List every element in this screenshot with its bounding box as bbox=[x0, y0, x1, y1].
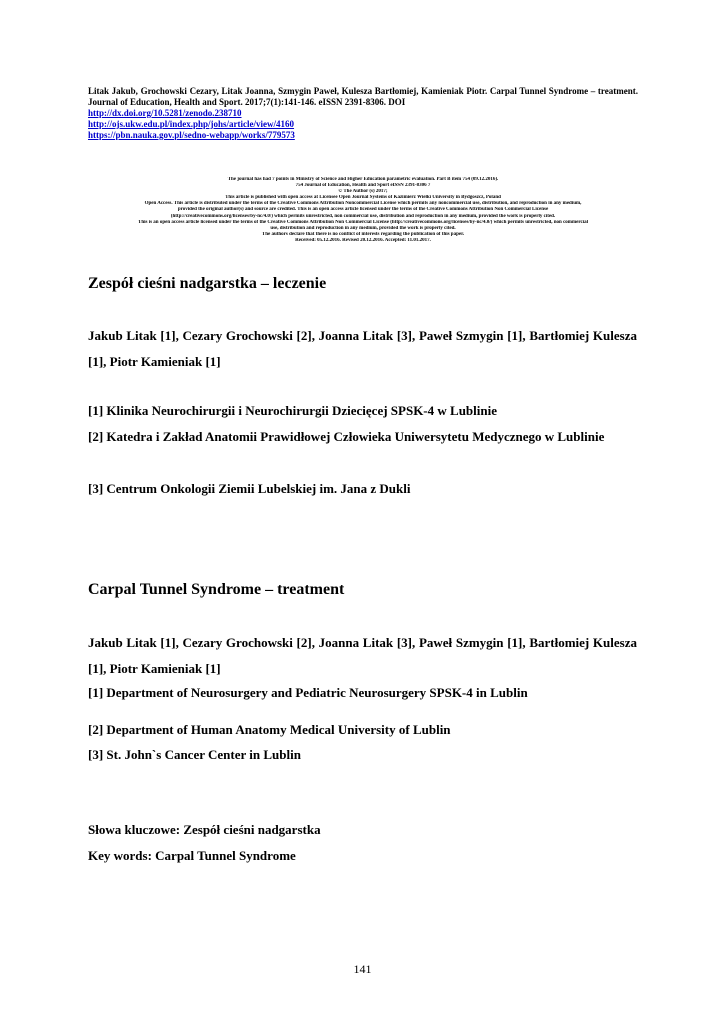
english-keywords: Key words: Carpal Tunnel Syndrome bbox=[88, 848, 296, 863]
notice-line: The journal has had 7 points in Ministry of Science and Higher Education parametric evaluation. Part B item 754 (09.12.2016). bbox=[227, 177, 499, 182]
citation-text: Litak Jakub, Grochowski Cezary, Litak Joanna, Szmygin Paweł, Kulesza Bartłomiej, Kamieniak Piotr. Carpal Tunnel Syndrome – treatment. Journal of Education, Health and Sport. 2017;7(1):141-146. eISSN 2391-8306. DOI bbox=[88, 86, 638, 107]
notice-line: use, distribution and reproduction in any medium, provided the work is properly cited. bbox=[270, 225, 456, 231]
notice-line: Open Access. This article is distributed under the terms of the Creative Commons Attribution Noncommercial License which permits any noncommercial use, distribution, and reproduction in any medium, bbox=[144, 201, 582, 207]
notice-line: Received: 05.12.2016. Revised 20.12.2016. Accepted: 11.01.2017. bbox=[295, 237, 431, 243]
english-title: Carpal Tunnel Syndrome – treatment bbox=[88, 581, 345, 598]
polish-affiliation-3: [3] Centrum Onkologii Ziemii Lubelskiej im. Jana z Dukli bbox=[88, 481, 411, 496]
english-affiliation-1: [1] Department of Neurosurgery and Pediatric Neurosurgery SPSK-4 in Lublin bbox=[88, 685, 528, 700]
notice-line: 754 Journal of Education, Health and Sport eISSN 2391-8306 7 bbox=[295, 183, 431, 189]
page-number: 141 bbox=[353, 962, 372, 976]
pbn-works-link[interactable]: https://pbn.nauka.gov.pl/sedno-webapp/works/779573 bbox=[88, 130, 295, 140]
notice-line: provided the original author(s) and source are credited. This is an open access article licensed under the terms of the Creative Commons Attribution Non Commercial License bbox=[177, 207, 549, 213]
journal-notice bbox=[90, 177, 636, 244]
polish-title: Zespół cieśni nadgarstka – leczenie bbox=[88, 275, 327, 292]
english-affiliation-2: [2] Department of Human Anatomy Medical University of Lublin bbox=[88, 722, 451, 737]
polish-affiliation-2: [2] Katedra i Zakład Anatomii Prawidłowej Człowieka Uniwersytetu Medycznego w Lublinie bbox=[88, 429, 605, 444]
english-authors: Jakub Litak [1], Cezary Grochowski [2], Joanna Litak [3], Paweł Szmygin [1], Bartłomiej Kulesza [1], Piotr Kamieniak [1] bbox=[88, 635, 637, 676]
citation-links bbox=[88, 108, 638, 141]
citation-block bbox=[88, 86, 638, 141]
polish-authors: Jakub Litak [1], Cezary Grochowski [2], Joanna Litak [3], Paweł Szmygin [1], Bartłomiej Kulesza [1], Piotr Kamieniak [1] bbox=[88, 328, 637, 369]
notice-line: This article is published with open access at Licensee Open Journal Systems of Kazimierz Wielki University in Bydgoszcz, Poland bbox=[225, 195, 501, 201]
doi-link[interactable]: http://dx.doi.org/10.5281/zenodo.238710 bbox=[88, 108, 242, 118]
notice-line: © The Author (s) 2017; bbox=[338, 189, 388, 195]
notice-line: This is an open access article licensed under the terms of the Creative Commons Attribution Non Commercial License (http://creativecommons.org/licenses/by-nc/4.0/) which permits unrestricted, non commercial bbox=[138, 219, 588, 225]
polish-keywords: Słowa kluczowe: Zespół cieśni nadgarstka bbox=[88, 822, 321, 837]
notice-line: The authors declare that there is no conflict of interests regarding the publication of this paper. bbox=[261, 231, 465, 237]
ojs-article-link[interactable]: http://ojs.ukw.edu.pl/index.php/johs/article/view/4160 bbox=[88, 119, 295, 129]
english-affiliation-3: [3] St. John`s Cancer Center in Lublin bbox=[88, 747, 301, 762]
notice-line: (http://creativecommons.org/licenses/by-nc/4.0/) which permits unrestricted, non commercial use, distribution and reproduction in any medium, provided the work is properly cited. bbox=[170, 213, 556, 219]
polish-affiliation-1: [1] Klinika Neurochirurgii i Neurochirurgii Dziecięcej SPSK-4 w Lublinie bbox=[88, 403, 497, 418]
